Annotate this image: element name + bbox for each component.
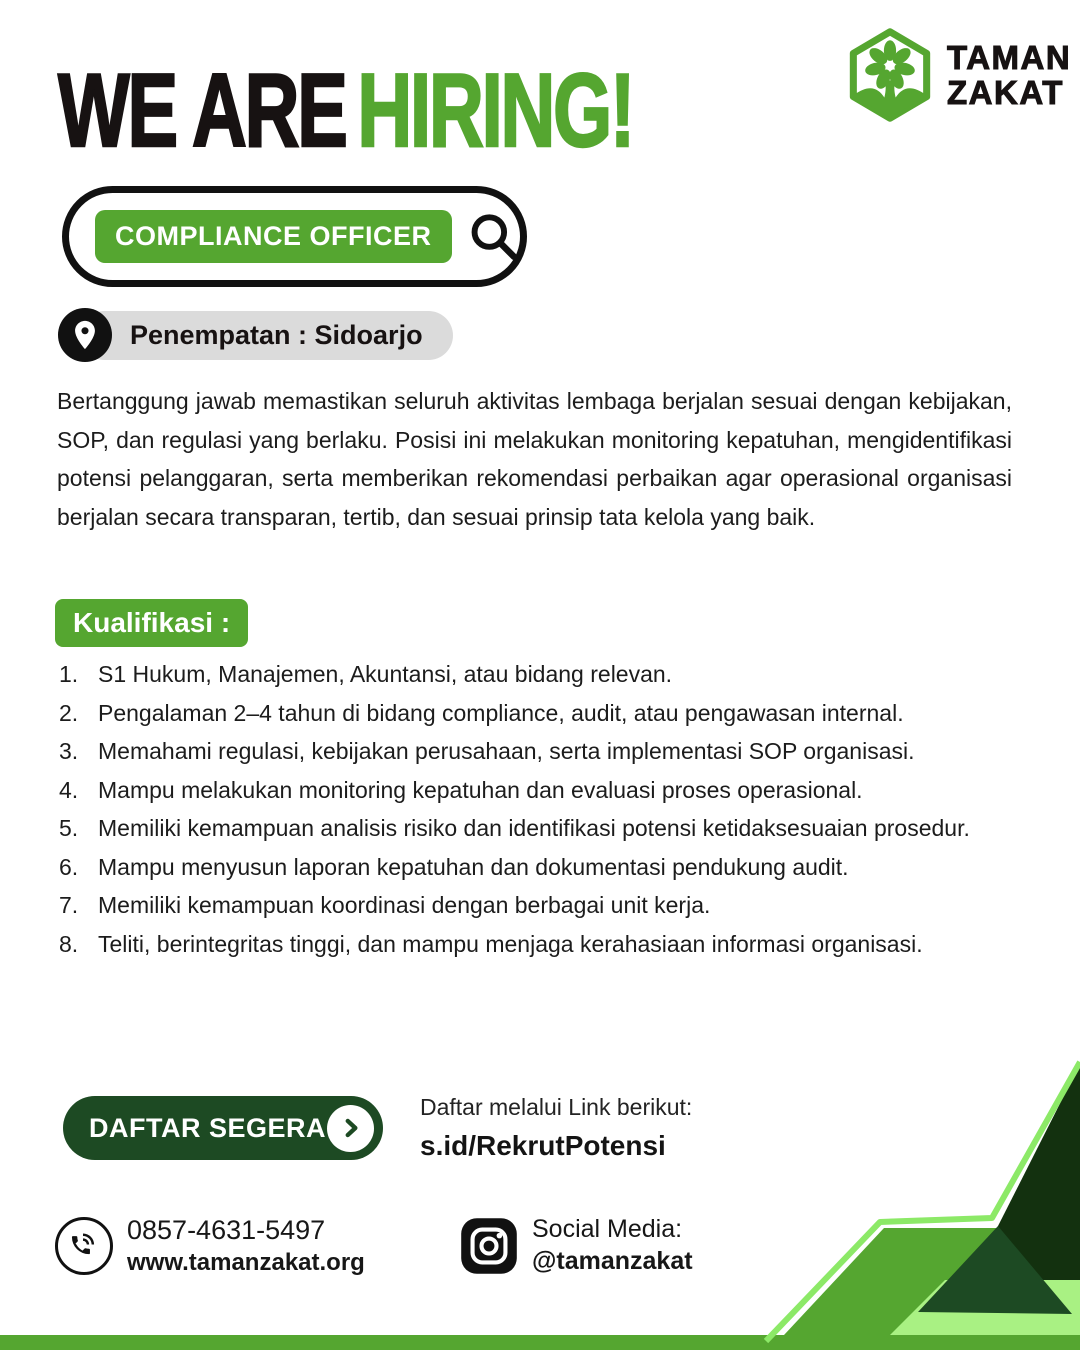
qualifications-heading: Kualifikasi : [55, 599, 248, 647]
qualification-item: Pengalaman 2–4 tahun di bidang compliance, audit, atau pengawasan internal. [98, 699, 904, 726]
title-hiring: HIRING! [357, 53, 634, 169]
social-media-label: Social Media: [532, 1215, 683, 1243]
location-pin-icon [58, 308, 112, 362]
daftar-segera-label: DAFTAR SEGERA [89, 1112, 327, 1143]
register-link[interactable]: s.id/RekrutPotensi [420, 1130, 666, 1161]
qualification-item: Mampu menyusun laporan kepatuhan dan dokumentasi pendukung audit. [98, 853, 849, 880]
daftar-segera-button[interactable] [63, 1096, 383, 1160]
brand-logo [843, 28, 1071, 122]
instagram-handle: @tamanzakat [532, 1247, 693, 1275]
brand-name-line2: ZAKAT [947, 74, 1064, 111]
title-we-are: WE ARE [58, 53, 346, 169]
qualifications-list [57, 655, 975, 963]
brand-name-line1: TAMAN [947, 39, 1072, 76]
social-media-text [532, 1215, 693, 1276]
instagram-icon [460, 1217, 518, 1275]
brand-name [947, 40, 1071, 110]
job-title-badge: COMPLIANCE OFFICER [95, 210, 452, 263]
job-description: Bertanggung jawab memastikan seluruh aktivitas lembaga berjalan sesuai dengan kebijakan, SOP, dan regulasi yang berlaku. Posisi ini melakukan monitoring kepatuhan, mengidentifikasi potensi pelanggaran, serta memberikan rekomendasi perbaikan agar operasional organisasi berjalan secara transparan, tertib, dan sesuai prinsip tata kelola yang baik. [57, 388, 1012, 530]
phone-icon [55, 1217, 113, 1275]
website-url: www.tamanzakat.org [127, 1249, 365, 1276]
qualification-item: S1 Hukum, Manajemen, Akuntansi, atau bidang relevan. [98, 661, 673, 687]
arrow-right-icon[interactable] [327, 1105, 374, 1152]
taman-zakat-logo-icon [843, 28, 937, 122]
register-instruction: Daftar melalui Link berikut: [420, 1094, 693, 1120]
qualification-item: Memiliki kemampuan koordinasi dengan berbagai unit kerja. [98, 892, 711, 918]
qualification-item: Mampu melakukan monitoring kepatuhan dan evaluasi proses operasional. [98, 776, 863, 803]
qualification-item: Teliti, berintegritas tinggi, dan mampu menjaga kerahasiaan informasi organisasi. [98, 930, 923, 957]
contact-phone-block [55, 1215, 365, 1277]
location-row [58, 308, 453, 362]
page-title [58, 52, 633, 171]
qualification-item: Memiliki kemampuan analisis risiko dan identifikasi potensi ketidaksesuaian prosedur. [98, 815, 970, 841]
phone-website-text [127, 1215, 365, 1277]
contact-social-block [460, 1215, 693, 1276]
placement-label: Penempatan : Sidoarjo [80, 311, 453, 360]
job-search-bar[interactable] [62, 186, 527, 287]
registration-link-block [420, 1094, 692, 1162]
search-icon[interactable] [468, 209, 521, 265]
qualification-item: Memahami regulasi, kebijakan perusahaan, serta implementasi SOP organisasi. [98, 738, 915, 764]
phone-number: 0857-4631-5497 [127, 1215, 326, 1245]
